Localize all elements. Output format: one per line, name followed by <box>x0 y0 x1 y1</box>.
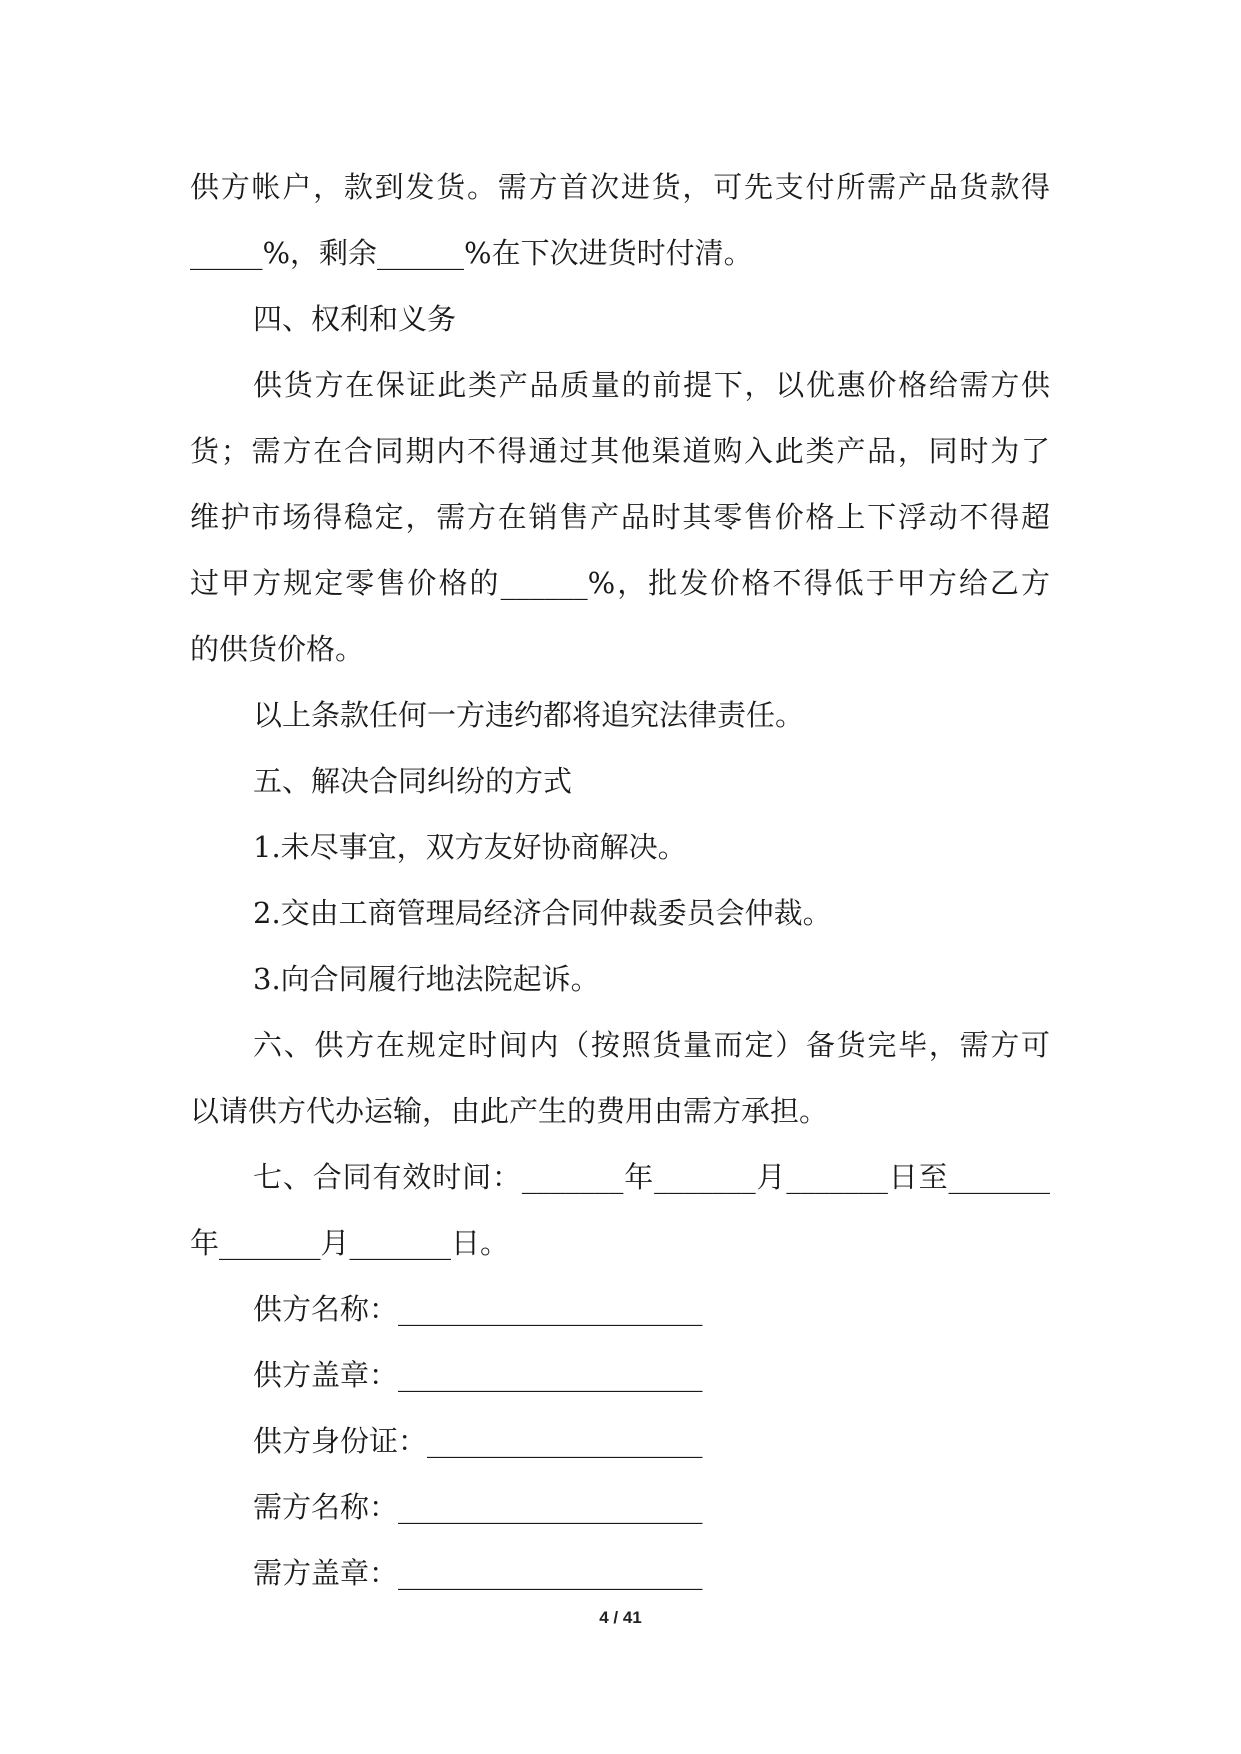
text-line: 过甲方规定零售价格的______%，批发价格不得低于甲方给乙方 <box>190 566 1050 600</box>
text-line: 四、权利和义务 <box>253 302 457 336</box>
text-line: 供方盖章：_____________________ <box>253 1358 703 1392</box>
text-line: 供方帐户，款到发货。需方首次进货，可先支付所需产品货款得 <box>190 170 1050 204</box>
text-line: 以上条款任何一方违约都将追究法律责任。 <box>253 698 805 732</box>
page-number: 4 / 41 <box>599 1608 642 1627</box>
text-line: _____%，剩余______%在下次进货时付清。 <box>190 236 753 270</box>
text-line: 1.未尽事宜，双方友好协商解决。 <box>253 830 687 864</box>
text-line: 3.向合同履行地法院起诉。 <box>253 962 600 996</box>
text-line: 需方盖章：_____________________ <box>253 1556 703 1590</box>
text-line: 六、供方在规定时间内（按照货量而定）备货完毕，需方可 <box>253 1028 1050 1062</box>
text-line: 以请供方代办运输，由此产生的费用由需方承担。 <box>190 1094 829 1128</box>
text-line: 供方名称：_____________________ <box>253 1292 703 1326</box>
text-line: 五、解决合同纠纷的方式 <box>253 764 573 798</box>
text-line: 货；需方在合同期内不得通过其他渠道购入此类产品，同时为了 <box>190 434 1050 468</box>
document-body <box>190 154 1050 1606</box>
text-line: 2.交由工商管理局经济合同仲裁委员会仲裁。 <box>253 896 832 930</box>
text-line: 七、合同有效时间：_______年_______月_______日至_______ <box>253 1160 1050 1194</box>
text-line: 年_______月_______日。 <box>190 1226 510 1260</box>
text-line: 需方名称：_____________________ <box>253 1490 703 1524</box>
text-line: 维护市场得稳定，需方在销售产品时其零售价格上下浮动不得超 <box>190 500 1050 534</box>
text-line: 供货方在保证此类产品质量的前提下，以优惠价格给需方供 <box>253 368 1050 402</box>
text-line: 供方身份证：___________________ <box>253 1424 703 1458</box>
text-line: 的供货价格。 <box>190 632 365 666</box>
